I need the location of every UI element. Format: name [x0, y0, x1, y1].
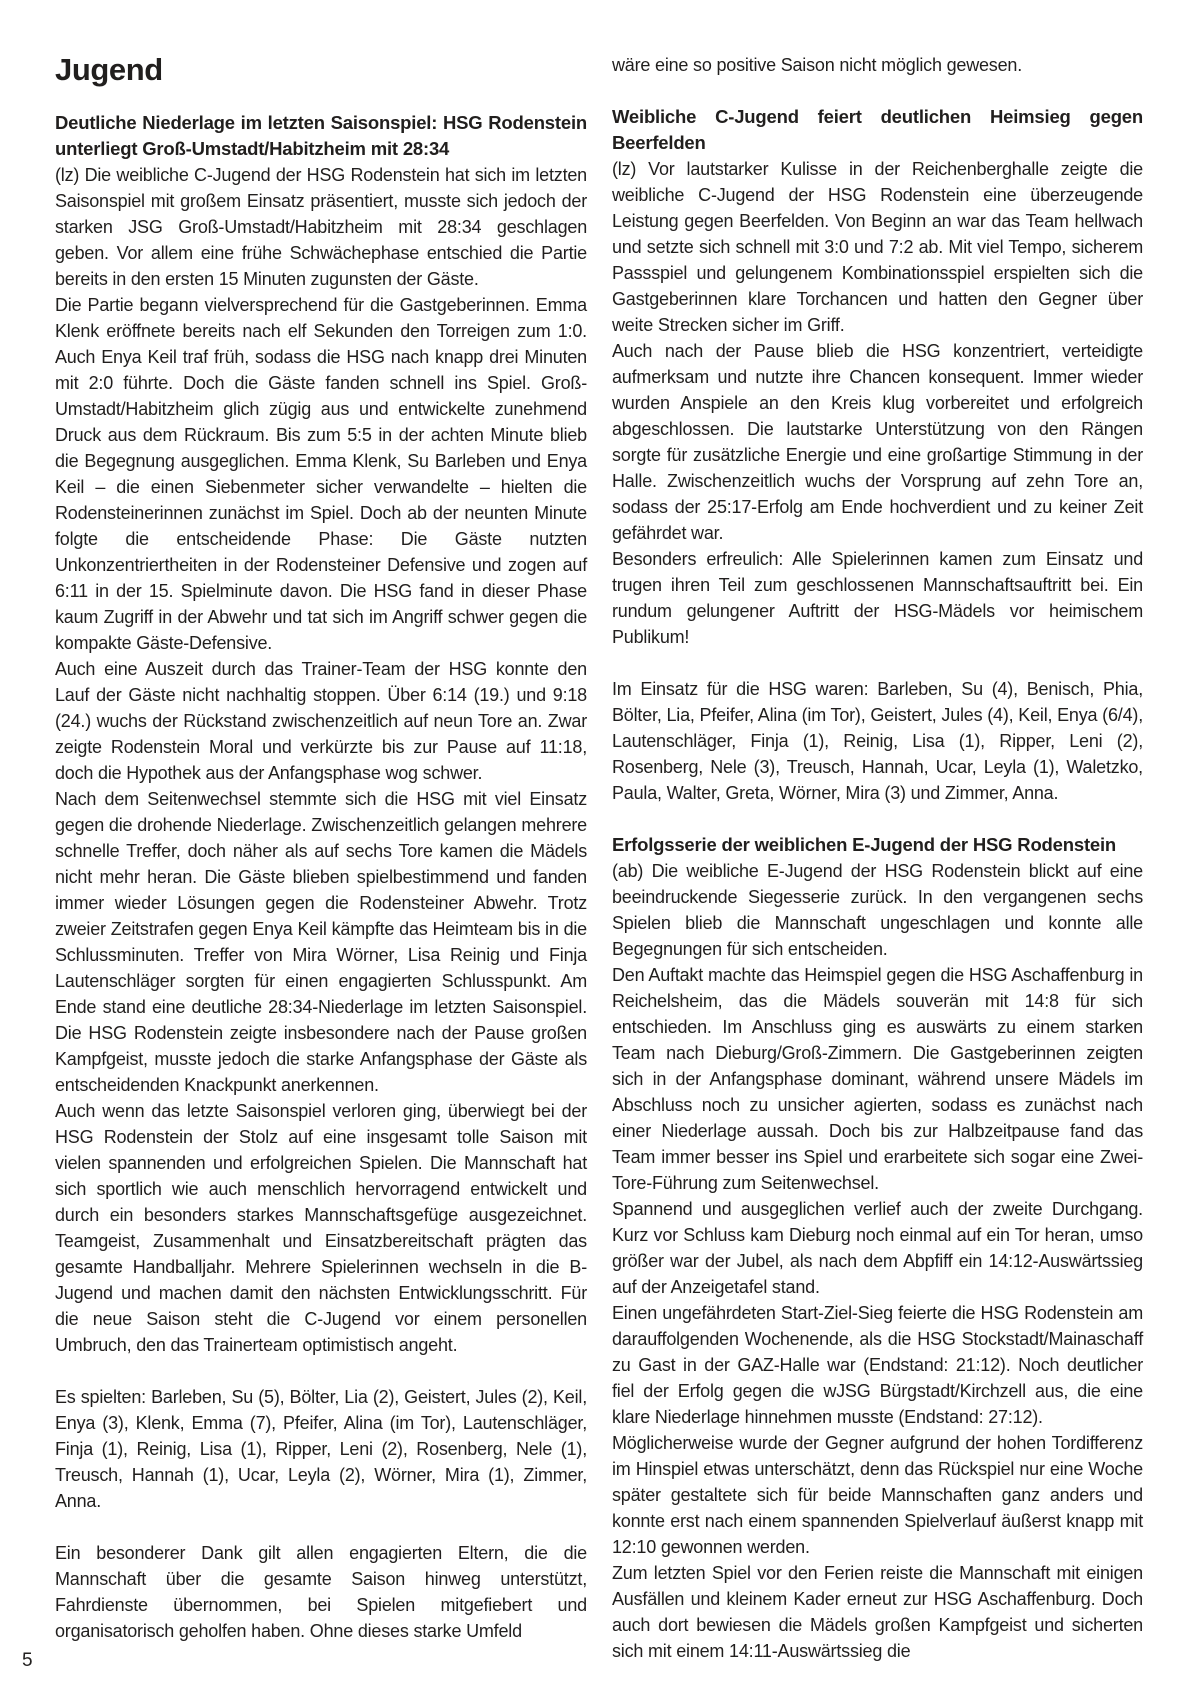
paragraph-ejugend-auftakt: Den Auftakt machte das Heimspiel gegen die HSG Aschaffenburg in Reichelsheim, das die Mädels souverän mit 14:8 für sich entschieden. Im Anschluss ging es auswärts zu einem starken Team nach Dieburg/Groß-Zimmern. Die Gastgeberinnen zeigten sich in der Anfangsphase dominant, während unsere Mädels im Abschluss noch zu unsicher agierten, sodass es zunächst nach einer Niederlage aussah. Doch bis zur Halbzeitpause fand das Team immer besser ins Spiel und erarbeitete sich sogar eine Zwei-Tore-Führung zum Seitenwechsel.: [612, 965, 1143, 1193]
page-number: 5: [22, 1650, 33, 1671]
paragraph-beerfelden-fazit: Besonders erfreulich: Alle Spielerinnen kamen zum Einsatz und trugen ihren Teil zum geschlossenen Mannschaftsauftritt bei. Ein rundum gelungener Auftritt der HSG-Mädels vor heimischem Publikum!: [612, 549, 1143, 647]
paragraph-beerfelden-intro: (lz) Vor lautstarker Kulisse in der Reichenberghalle zeigte die weibliche C-Jugend der HSG Rodenstein eine überzeugende Leistung gegen Beerfelden. Von Beginn an war das Team hellwach und setzte sich schnell mit 3:0 und 7:2 ab. Mit viel Tempo, sicherem Passspiel und gelungenem Kombinationsspiel erspielten sich die Gastgeberinnen klare Torchancen und hatten den Gegner über weite Strecken sicher im Griff.: [612, 159, 1143, 335]
paragraph-ejugend-rueckspiel: Möglicherweise wurde der Gegner aufgrund der hohen Tordifferenz im Hinspiel etwas unterschätzt, denn das Rückspiel nur eine Woche später gestaltete sich für beide Mannschaften ganz anders und konnte erst nach einem spannenden Spielverlauf äußerst knapp mit 12:10 gewonnen werden.: [612, 1433, 1143, 1557]
paragraph-intro: (lz) Die weibliche C-Jugend der HSG Rodenstein hat sich im letzten Saisonspiel mit großem Einsatz präsentiert, musste sich jedoch der starken JSG Groß-Umstadt/Habitzheim mit 28:34 geschlagen geben. Vor allem eine frühe Schwächephase entschied die Partie bereits in den ersten 15 Minuten zugunsten der Gäste.: [55, 165, 587, 289]
paragraph-auszeit: Auch eine Auszeit durch das Trainer-Team der HSG konnte den Lauf der Gäste nicht nachhaltig stoppen. Über 6:14 (19.) und 9:18 (24.) wuchs der Rückstand zwischenzeitlich auf neun Tore an. Zwar zeigte Rodenstein Moral und verkürzte bis zur Pause auf 11:18, doch die Hypothek aus der Anfangsphase wog schwer.: [55, 659, 587, 783]
paragraph-beerfelden-pause: Auch nach der Pause blieb die HSG konzentriert, verteidigte aufmerksam und nutzte ihre Chancen konsequent. Immer wieder wurden Anspiele an den Kreis klug vorbereitet und erfolgreich abgeschlossen. Die lautstarke Unterstützung von den Rängen sorgte für zusätzliche Energie und eine großartige Stimmung in der Halle. Zwischenzeitlich wuchs der Vorsprung auf zehn Tore an, sodass der 25:17-Erfolg am Ende hochverdient und zu keiner Zeit gefährdet war.: [612, 341, 1143, 543]
section-title: Jugend: [55, 52, 163, 87]
paragraph-spielverlauf: Die Partie begann vielversprechend für die Gastgeberinnen. Emma Klenk eröffnete bereits nach elf Sekunden den Torreigen zum 1:0. Auch Enya Keil traf früh, sodass die HSG nach knapp drei Minuten mit 2:0 führte. Doch die Gäste fanden schnell ins Spiel. Groß-Umstadt/Habitzheim glich zügig aus und entwickelte zunehmend Druck aus dem Rückraum. Bis zum 5:5 in der achten Minute blieb die Begegnung ausgeglichen. Emma Klenk, Su Barleben und Enya Keil – die einen Siebenmeter sicher verwandelte – hielten die Rodensteinerinnen zunächst im Spiel. Doch ab der neunten Minute folgte die entscheidende Phase: Die Gäste nutzten Unkonzentriertheiten in der Rodensteiner Defensive und zogen auf 6:11 in der 15. Spielminute davon. Die HSG fand in dieser Phase kaum Zugriff in der Abwehr und tat sich im Angriff schwer gegen die kompakte Gäste-Defensive.: [55, 295, 587, 653]
paragraph-ejugend-intro: (ab) Die weibliche E-Jugend der HSG Rodenstein blickt auf eine beeindruckende Siegesserie zurück. In den vergangenen sechs Spielen blieb die Mannschaft ungeschlagen und konnte alle Begegnungen für sich entscheiden.: [612, 861, 1143, 959]
paragraph-ejugend-dieburg: Spannend und ausgeglichen verlief auch der zweite Durchgang. Kurz vor Schluss kam Dieburg noch einmal auf ein Tor heran, umso größer war der Jubel, als nach dem Abpfiff ein 14:12-Auswärtssieg auf der Anzeigetafel stand.: [612, 1199, 1143, 1297]
paragraph-ejugend-stockstadt: Einen ungefährdeten Start-Ziel-Sieg feierte die HSG Rodenstein am darauffolgenden Wochenende, als die HSG Stockstadt/Mainaschaff zu Gast in der GAZ-Halle war (Endstand: 21:12). Noch deutlicher fiel der Erfolg gegen die wJSG Bürgstadt/Kirchzell aus, die eine klare Niederlage hinnehmen musste (Endstand: 27:12).: [612, 1303, 1143, 1427]
article-heading-beerfelden: Weibliche C-Jugend feiert deutlichen Heimsieg gegen Beerfelden: [612, 106, 1143, 153]
left-column: [55, 52, 587, 1644]
paragraph-dank: Ein besonderer Dank gilt allen engagierten Eltern, die die Mannschaft über die gesamte Saison hinweg unterstützt, Fahrdienste übernommen, bei Spielen mitgefiebert und organisatorisch geholfen haben. Ohne dieses starke Umfeld: [55, 1543, 587, 1641]
right-column: [612, 52, 1143, 1664]
paragraph-beerfelden-aufstellung: Im Einsatz für die HSG waren: Barleben, Su (4), Benisch, Phia, Bölter, Lia, Pfeifer, Alina (im Tor), Geistert, Jules (4), Keil, Enya (6/4), Lautenschläger, Finja (1), Reinig, Lisa (1), Ripper, Leni (2), Rosenberg, Nele (3), Treusch, Hannah, Ucar, Leyla (1), Waletzko, Paula, Walter, Greta, Wörner, Mira (3) und Zimmer, Anna.: [612, 679, 1143, 803]
article-heading-niederlage: Deutliche Niederlage im letzten Saisonspiel: HSG Rodenstein unterliegt Groß-Umstadt/Habitzheim mit 28:34: [55, 112, 587, 159]
paragraph-saisonfazit: Auch wenn das letzte Saisonspiel verloren ging, überwiegt bei der HSG Rodenstein der Stolz auf eine insgesamt tolle Saison mit vielen spannenden und erfolgreichen Spielen. Die Mannschaft hat sich sportlich wie auch menschlich hervorragend entwickelt und durch ein besonders starkes Mannschaftsgefüge ausgezeichnet. Teamgeist, Zusammenhalt und Einsatzbereitschaft prägten das gesamte Handballjahr. Mehrere Spielerinnen wechseln in die B-Jugend und machen damit den nächsten Entwicklungsschritt. Für die neue Saison steht die C-Jugend vor einem personellen Umbruch, den das Trainerteam optimistisch angeht.: [55, 1101, 587, 1355]
paragraph-ejugend-ferienspiel: Zum letzten Spiel vor den Ferien reiste die Mannschaft mit einigen Ausfällen und kleinem Kader erneut zur HSG Aschaffenburg. Doch auch dort bewiesen die Mädels großen Kampfgeist und sicherten sich mit einem 14:11-Auswärtssieg die: [612, 1563, 1143, 1661]
paragraph-carryover: wäre eine so positive Saison nicht möglich gewesen.: [612, 55, 1023, 75]
paragraph-zweite-halbzeit: Nach dem Seitenwechsel stemmte sich die HSG mit viel Einsatz gegen die drohende Niederlage. Zwischenzeitlich gelangen mehrere schnelle Treffer, doch näher als auf sechs Tore kamen die Mädels nicht mehr heran. Die Gäste blieben spielbestimmend und fanden immer wieder Lösungen gegen die Rodensteiner Abwehr. Trotz zweier Zeitstrafen gegen Enya Keil kämpfte das Heimteam bis in die Schlussminuten. Treffer von Mira Wörner, Lisa Reinig und Finja Lautenschläger sorgten für einen engagierten Schlusspunkt. Am Ende stand eine deutliche 28:34-Niederlage im letzten Saisonspiel. Die HSG Rodenstein zeigte insbesondere nach der Pause großen Kampfgeist, musste jedoch die starke Anfangsphase der Gäste als entscheidenden Knackpunkt anerkennen.: [55, 789, 587, 1095]
article-heading-ejugend: Erfolgsserie der weiblichen E-Jugend der HSG Rodenstein: [612, 834, 1117, 855]
paragraph-aufstellung: Es spielten: Barleben, Su (5), Bölter, Lia (2), Geistert, Jules (2), Keil, Enya (3), Klenk, Emma (7), Pfeifer, Alina (im Tor), Lautenschläger, Finja (1), Reinig, Lisa (1), Ripper, Leni (2), Rosenberg, Nele (1), Treusch, Hannah (1), Ucar, Leyla (2), Wörner, Mira (1), Zimmer, Anna.: [55, 1387, 587, 1511]
